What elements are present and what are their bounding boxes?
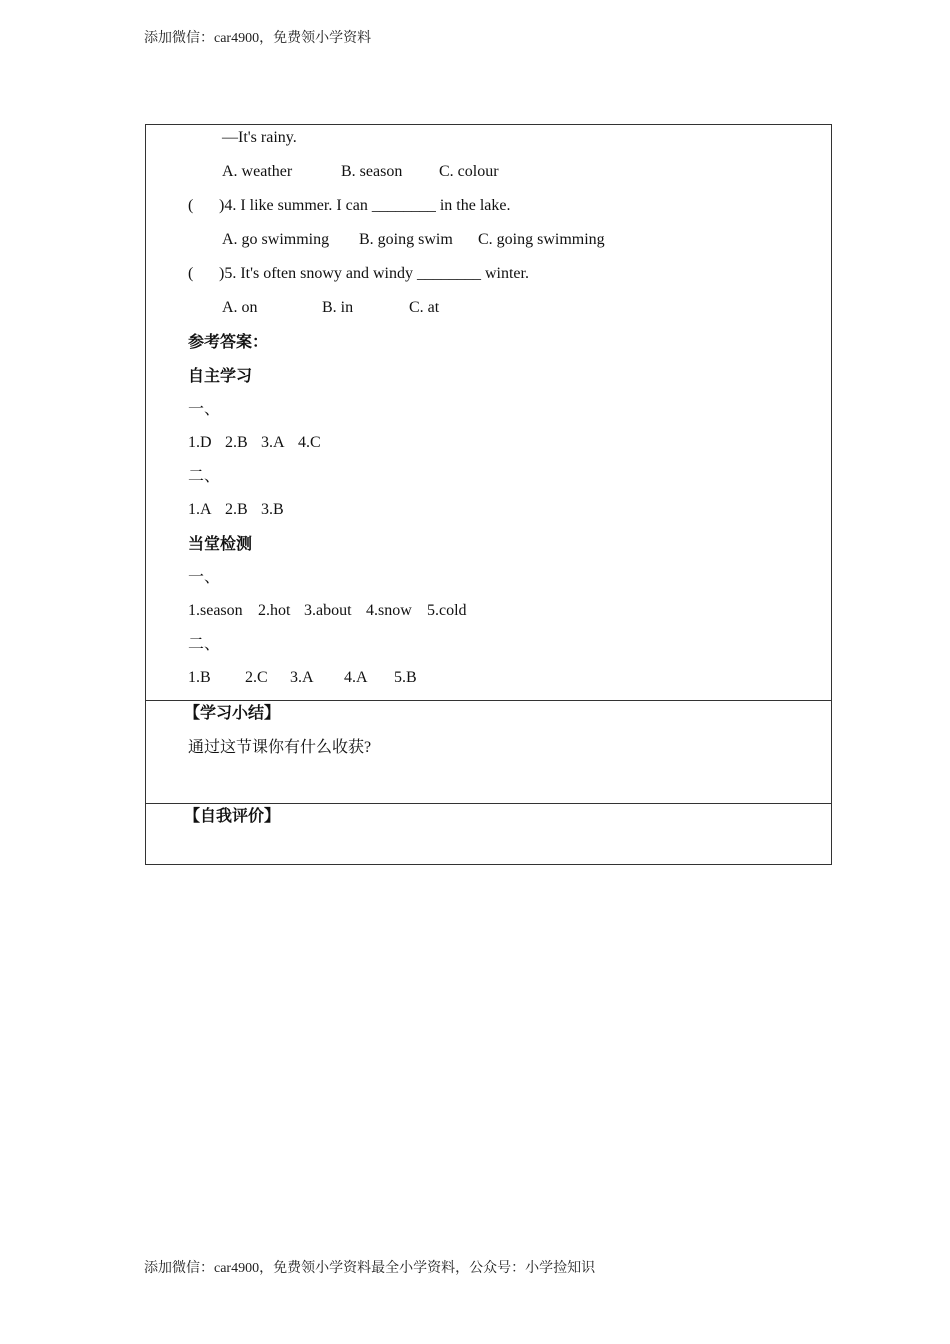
q5-options [222, 298, 522, 318]
answer-item: 1.B [188, 669, 211, 686]
answer-item: 4.A [344, 669, 368, 686]
answer-item: 2.C [245, 669, 268, 686]
q3-option-b: B. season [341, 163, 403, 180]
q4-paren: ( [188, 197, 194, 214]
self-study-part1-answers [188, 433, 488, 453]
answer-item: 1.D [188, 434, 212, 451]
answer-item: 3.about [304, 602, 352, 619]
answer-item: 4.snow [366, 602, 412, 619]
self-eval-cell [146, 803, 831, 864]
answer-item: 2.hot [258, 602, 291, 619]
answer-item: 2.B [225, 434, 248, 451]
q5-option-a: A. on [222, 299, 258, 316]
answer-item: 1.A [188, 501, 212, 518]
self-study-part1-label: 一、 [188, 401, 221, 418]
q5-paren: ( [188, 265, 194, 282]
answer-item: 2.B [225, 501, 248, 518]
answer-item: 3.B [261, 501, 284, 518]
summary-prompt: 通过这节课你有什么收获? [188, 739, 372, 756]
q5-option-c: C. at [409, 299, 440, 316]
worksheet-table [145, 124, 832, 865]
self-study-part2-label: 二、 [188, 468, 221, 485]
in-class-part2-answers [188, 668, 488, 688]
q4-option-b: B. going swim [359, 231, 453, 248]
in-class-part2-label: 二、 [188, 636, 221, 653]
in-class-heading: 当堂检测 [188, 536, 253, 553]
summary-title: 【学习小结】 [184, 705, 281, 722]
exercise-and-answers-cell [146, 125, 831, 700]
answer-item: 5.B [394, 669, 417, 686]
q4-question: )4. I like summer. I can ________ in the lake. [219, 197, 511, 214]
q3-answer-line: —It's rainy. [222, 129, 297, 146]
page-header: 添加微信：car4900，免费领小学资料 [144, 31, 372, 46]
q4-option-c: C. going swimming [478, 231, 605, 248]
q4-option-a: A. go swimming [222, 231, 330, 248]
self-study-heading: 自主学习 [188, 368, 253, 385]
answer-item: 1.season [188, 602, 243, 619]
q3-options [222, 162, 642, 182]
answer-item: 5.cold [427, 602, 467, 619]
q3-option-c: C. colour [439, 163, 499, 180]
page-footer: 添加微信：car4900，免费领小学资料最全小学资料，公众号：小学捡知识 [144, 1261, 596, 1276]
summary-cell [146, 700, 831, 803]
self-study-part2-answers [188, 500, 488, 520]
q5-option-b: B. in [322, 299, 354, 316]
answer-item: 3.A [290, 669, 314, 686]
q4-options [222, 230, 642, 250]
answers-title: 参考答案： [188, 334, 269, 351]
in-class-part1-answers [188, 601, 588, 621]
self-eval-title: 【自我评价】 [184, 808, 281, 825]
answer-item: 4.C [298, 434, 321, 451]
in-class-part1-label: 一、 [188, 569, 221, 586]
q5-question: )5. It's often snowy and windy ________ winter. [219, 265, 529, 282]
q3-option-a: A. weather [222, 163, 293, 180]
answer-item: 3.A [261, 434, 285, 451]
